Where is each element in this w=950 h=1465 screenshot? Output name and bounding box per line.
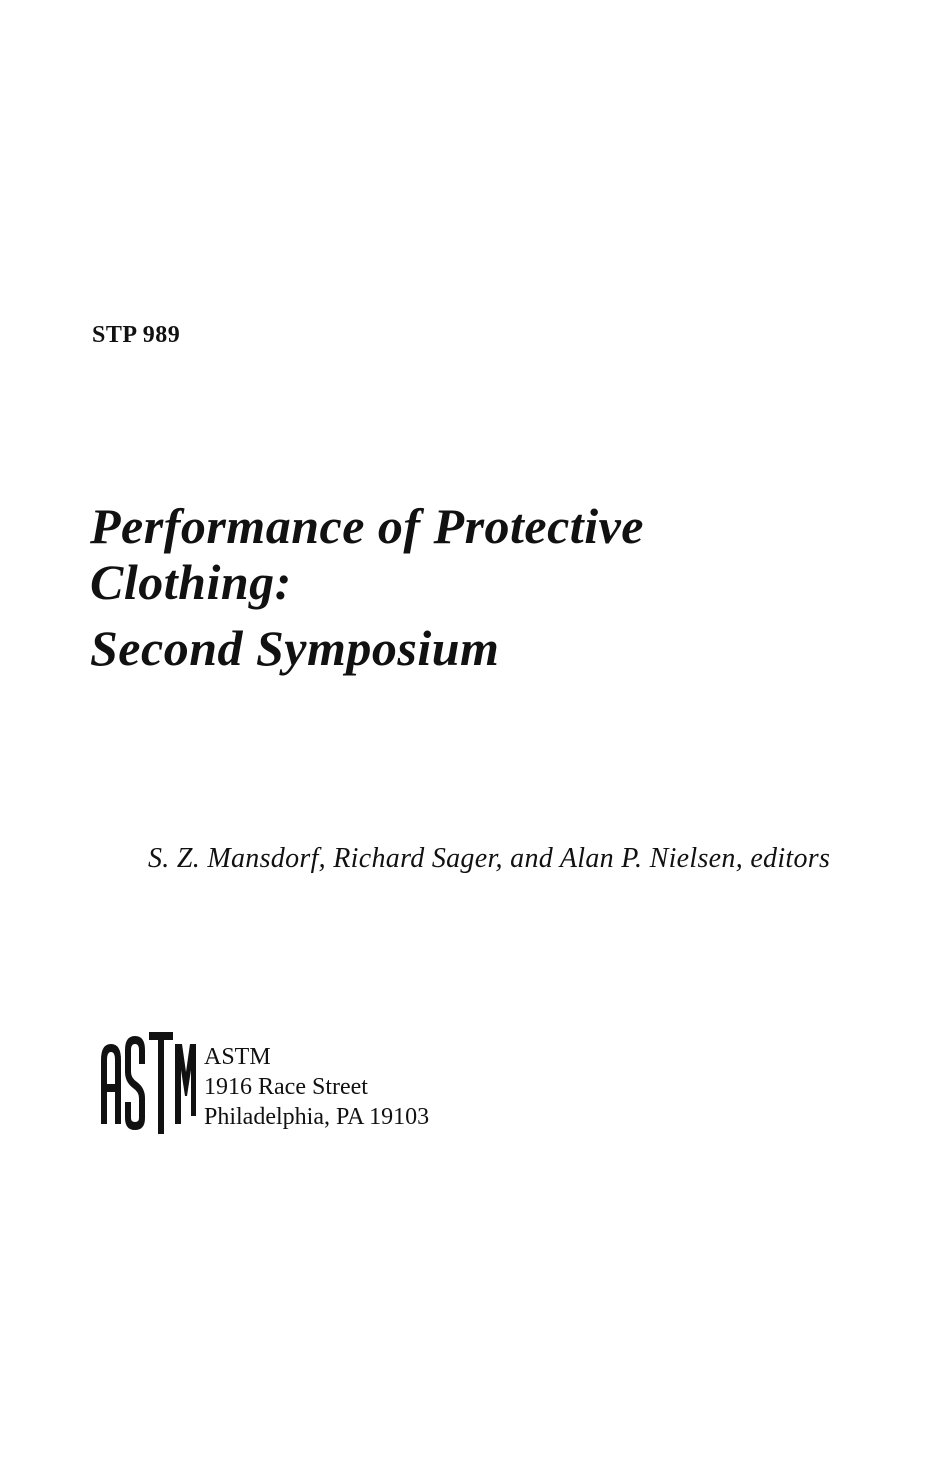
series-number: STP 989 [92,322,181,348]
astm-logo-icon [97,1030,197,1136]
publisher-city: Philadelphia, PA 19103 [204,1104,430,1130]
title-line-2: Clothing: [90,554,292,610]
book-title [90,498,644,676]
title-line-1: Performance of Protective [90,498,644,554]
publisher-address [204,1042,429,1132]
publisher-name: ASTM [204,1044,271,1070]
editors-credit: S. Z. Mansdorf, Richard Sager, and Alan P. Nielsen, editors [148,843,831,874]
publisher-street: 1916 Race Street [204,1074,368,1100]
title-line-3: Second Symposium [90,620,500,676]
